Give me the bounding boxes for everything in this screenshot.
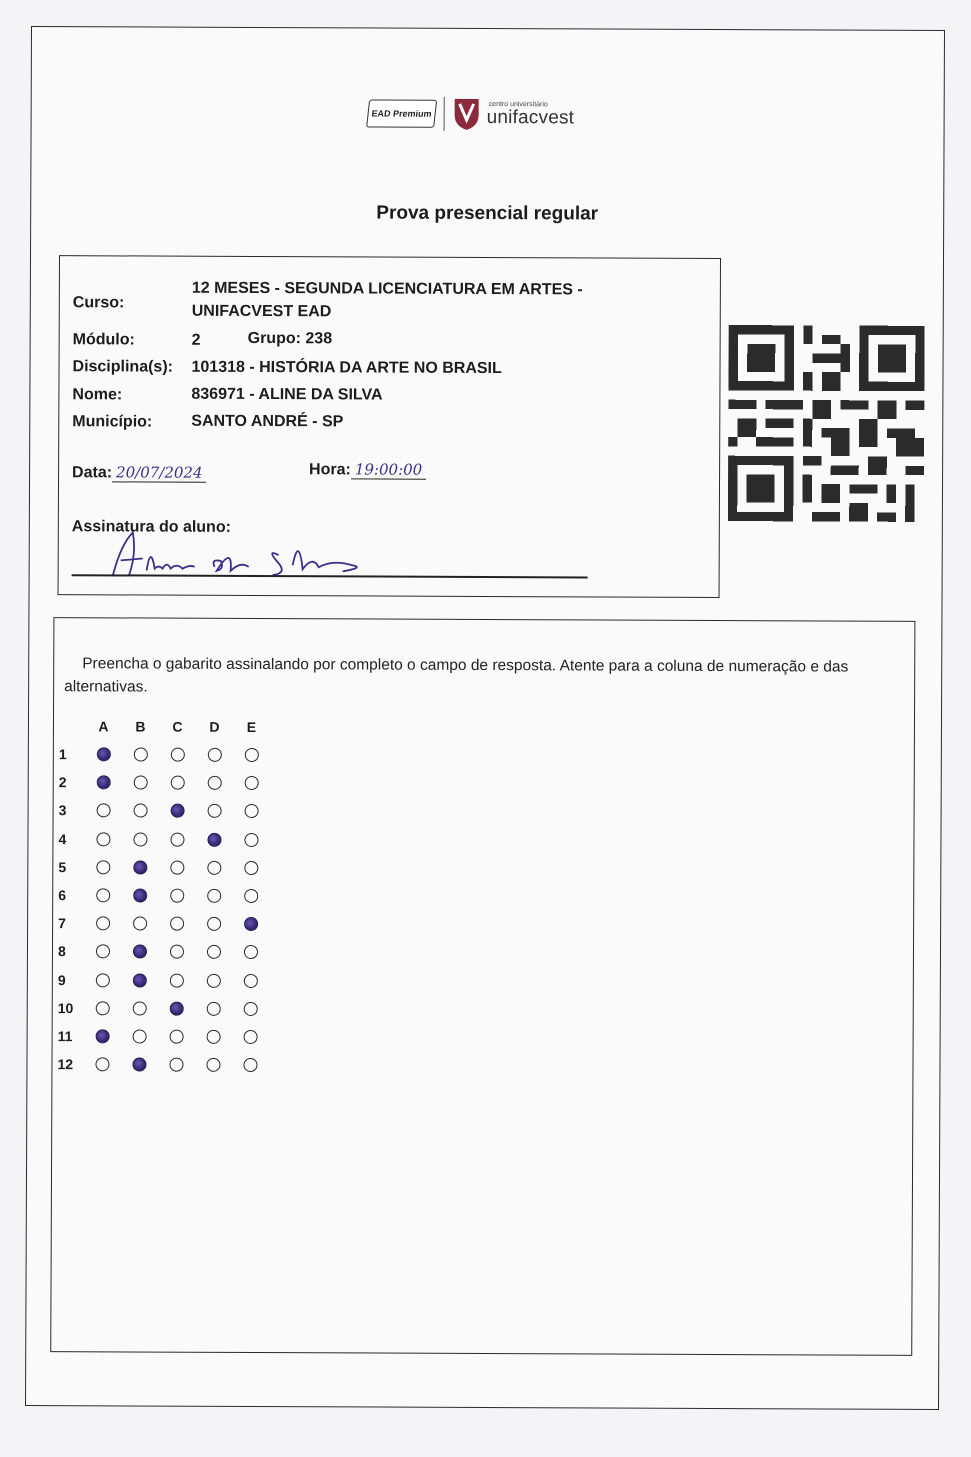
answer-bubble-b[interactable] xyxy=(133,917,147,931)
column-header-c: C xyxy=(172,718,183,735)
answer-bubble-d[interactable] xyxy=(207,861,221,875)
answer-row xyxy=(59,740,270,769)
answer-bubble-c[interactable] xyxy=(170,889,184,903)
hora-value: 19:00:00 xyxy=(351,460,426,479)
answer-bubble-d[interactable] xyxy=(207,748,221,762)
answer-bubble-b[interactable] xyxy=(133,804,147,818)
answer-bubble-d[interactable] xyxy=(207,917,221,931)
answer-bubble-a[interactable] xyxy=(96,804,110,818)
column-header-d: D xyxy=(209,718,220,735)
answer-bubble-b[interactable] xyxy=(133,776,147,790)
question-number: 7 xyxy=(58,915,66,932)
answer-row xyxy=(58,994,269,1023)
unifacvest-shield-icon xyxy=(453,97,481,131)
question-number: 3 xyxy=(58,802,67,819)
answer-bubble-a[interactable] xyxy=(96,917,110,931)
answer-bubble-b-filled[interactable] xyxy=(132,945,146,959)
answer-bubble-b-filled[interactable] xyxy=(132,973,146,987)
question-number: 8 xyxy=(57,943,66,960)
exam-sheet xyxy=(25,26,945,1410)
answer-bubble-a[interactable] xyxy=(95,1001,109,1015)
nome-label: Nome: xyxy=(72,386,123,404)
answer-sheet-box xyxy=(50,617,915,1356)
question-number: 2 xyxy=(58,774,67,791)
answer-bubble-d[interactable] xyxy=(206,1030,220,1044)
answer-bubble-b-filled[interactable] xyxy=(133,860,147,874)
answer-bubble-a[interactable] xyxy=(95,973,109,987)
curso-label: Curso: xyxy=(72,294,125,312)
answer-row xyxy=(58,966,269,995)
answer-bubble-c[interactable] xyxy=(169,1030,183,1044)
answer-bubble-b[interactable] xyxy=(132,1029,146,1043)
answer-bubble-e[interactable] xyxy=(243,1058,257,1072)
answer-bubble-e[interactable] xyxy=(243,1002,257,1016)
data-label: Data: xyxy=(72,464,113,482)
answer-bubble-d[interactable] xyxy=(207,889,221,903)
answer-bubble-c[interactable] xyxy=(169,973,183,987)
answer-bubble-e[interactable] xyxy=(244,776,258,790)
answer-bubble-c[interactable] xyxy=(169,945,183,959)
answer-bubble-e[interactable] xyxy=(244,833,258,847)
answer-bubble-c[interactable] xyxy=(169,1058,183,1072)
answer-row xyxy=(58,825,269,854)
answer-bubble-e[interactable] xyxy=(244,804,258,818)
answer-bubble-b-filled[interactable] xyxy=(133,888,147,902)
question-number: 9 xyxy=(57,971,66,988)
uni-small-text: centro universitário xyxy=(488,101,548,109)
column-header-a: A xyxy=(98,718,109,735)
municipio-label: Município: xyxy=(72,413,153,431)
question-number: 12 xyxy=(57,1056,74,1073)
answer-bubble-d[interactable] xyxy=(206,945,220,959)
answer-bubble-a[interactable] xyxy=(95,1057,109,1071)
answer-bubble-d[interactable] xyxy=(206,1002,220,1016)
answer-bubble-a[interactable] xyxy=(96,860,110,874)
answer-bubble-e[interactable] xyxy=(243,1030,257,1044)
question-number: 5 xyxy=(58,858,67,876)
data-row xyxy=(72,463,207,483)
answer-bubble-e[interactable] xyxy=(243,974,257,988)
answer-bubble-d[interactable] xyxy=(207,776,221,790)
answer-bubble-e-filled[interactable] xyxy=(244,917,258,931)
answer-bubble-c[interactable] xyxy=(170,860,184,874)
question-number: 6 xyxy=(58,887,67,904)
answer-row xyxy=(58,937,269,966)
unifacvest-logo-text xyxy=(487,101,575,127)
curso-value-line1: 12 MESES - SEGUNDA LICENCIATURA EM ARTES - xyxy=(191,279,583,299)
answer-bubble-e[interactable] xyxy=(244,889,258,903)
answer-bubble-a-filled[interactable] xyxy=(96,776,110,790)
question-number: 11 xyxy=(57,1028,73,1045)
answer-row xyxy=(59,768,270,797)
hora-row xyxy=(309,460,426,480)
modulo-value: 2 xyxy=(191,331,201,349)
answer-bubble-b-filled[interactable] xyxy=(132,1058,146,1072)
municipio-value: SANTO ANDRÉ - SP xyxy=(191,412,344,431)
answer-bubble-c[interactable] xyxy=(170,832,184,846)
ead-premium-logo: EAD Premium xyxy=(366,99,437,127)
answer-bubble-c[interactable] xyxy=(170,748,184,762)
answer-bubble-d[interactable] xyxy=(206,973,220,987)
answer-row xyxy=(58,1022,269,1051)
answer-bubble-b[interactable] xyxy=(132,1001,146,1015)
answer-bubble-a-filled[interactable] xyxy=(95,1029,109,1043)
answer-bubble-d-filled[interactable] xyxy=(207,832,221,846)
answer-bubble-c-filled[interactable] xyxy=(170,804,184,818)
question-number: 1 xyxy=(58,746,67,763)
answer-bubble-e[interactable] xyxy=(244,748,258,762)
logo-divider xyxy=(444,97,445,131)
student-info-box xyxy=(58,255,721,598)
question-number: 10 xyxy=(57,999,74,1016)
page-title: Prova presencial regular xyxy=(376,202,599,225)
answer-bubble-d[interactable] xyxy=(207,804,221,818)
answer-row xyxy=(58,853,269,882)
header-logos xyxy=(368,96,575,131)
grupo-value: Grupo: 238 xyxy=(247,329,333,348)
answer-grid xyxy=(57,718,270,1079)
answer-bubble-b[interactable] xyxy=(133,832,147,846)
data-value: 20/07/2024 xyxy=(112,463,207,482)
answer-bubble-e[interactable] xyxy=(244,861,258,875)
assinatura-label: Assinatura do aluno: xyxy=(71,518,231,536)
question-number: 4 xyxy=(58,830,67,847)
column-header-e: E xyxy=(246,718,257,736)
answer-bubble-a[interactable] xyxy=(96,832,110,846)
answer-bubble-c[interactable] xyxy=(170,776,184,790)
answer-bubble-c-filled[interactable] xyxy=(169,1001,183,1015)
answer-instructions: Preencha o gabarito assinalando por completo o campo de resposta. Atente para a coluna de numeração e das alternativas. xyxy=(64,655,849,696)
uni-name-text: unifacvest xyxy=(486,107,575,129)
curso-value-line2: UNIFACVEST EAD xyxy=(191,302,332,321)
qr-code xyxy=(728,318,925,529)
answer-bubble-b[interactable] xyxy=(133,748,147,762)
disciplina-label: Disciplina(s): xyxy=(72,358,174,376)
answer-bubble-a[interactable] xyxy=(95,945,109,959)
answer-bubble-d[interactable] xyxy=(206,1058,220,1072)
hora-label: Hora: xyxy=(309,461,351,479)
answer-row xyxy=(58,909,269,938)
answer-row xyxy=(57,1050,268,1079)
answer-grid-header xyxy=(85,718,270,741)
nome-value: 836971 - ALINE DA SILVA xyxy=(191,385,383,404)
answer-row xyxy=(58,881,269,910)
answer-row xyxy=(59,797,270,826)
disciplina-value: 101318 - HISTÓRIA DA ARTE NO BRASIL xyxy=(191,358,502,378)
answer-bubble-a-filled[interactable] xyxy=(96,747,110,761)
answer-bubble-c[interactable] xyxy=(170,917,184,931)
column-header-b: B xyxy=(135,718,146,735)
answer-bubble-e[interactable] xyxy=(243,945,257,959)
answer-bubble-a[interactable] xyxy=(96,888,110,902)
modulo-label: Módulo: xyxy=(72,331,135,349)
